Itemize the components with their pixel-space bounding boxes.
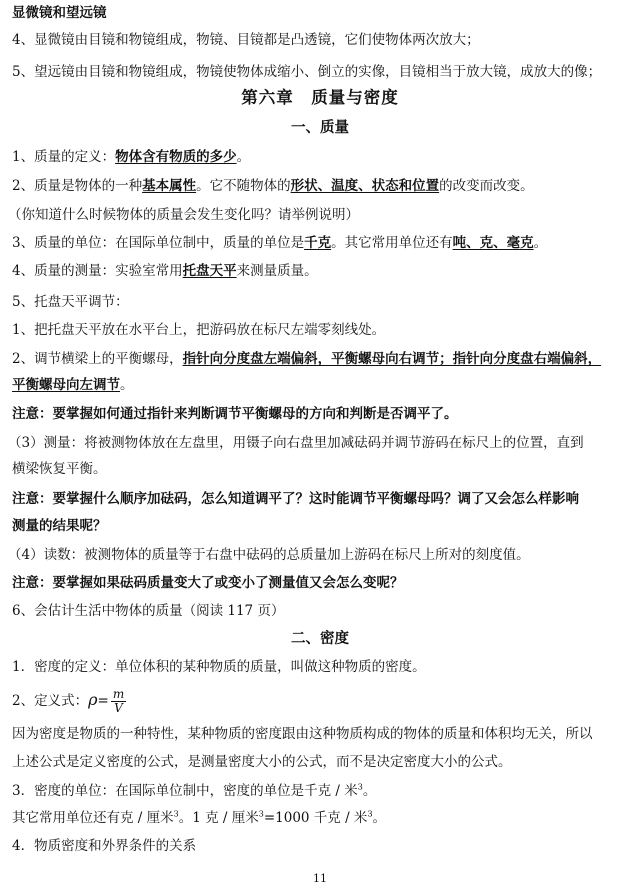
text: 2、调节横梁上的平衡螺母，	[12, 351, 183, 367]
key-term: 托盘天平	[182, 263, 237, 279]
paragraph-telescope: 5、望远镜由目镜和物镜组成，物镜使物体成缩小、倒立的实像，目镜相当于放大镜，成放大的像；	[12, 64, 602, 80]
note-weights-change: 注意：要掌握如果砝码质量变大了或变小了测量值又会怎么变呢？	[12, 575, 404, 591]
balance-title: 5、托盘天平调节：	[12, 294, 129, 310]
text: 的改变而改变。	[439, 178, 534, 194]
mass-question: （你知道什么时候物体的质量会发生变化吗？请举例说明）	[8, 207, 359, 223]
text: =1000 千克 / 米	[263, 810, 368, 826]
key-term: 千克	[304, 235, 332, 251]
density-relation: 4．物质密度和外界条件的关系	[12, 838, 197, 854]
fraction	[111, 688, 126, 715]
heading-microscope-telescope: 显微镜和望远镜	[12, 5, 107, 21]
measure-step-3-cont: 横梁恢复平衡。	[12, 461, 107, 477]
mass-property	[12, 176, 632, 196]
page-number: 11	[313, 872, 327, 885]
density-note-cont: 上述公式是定义密度的公式，是测量密度大小的公式，而不是决定密度大小的公式。	[12, 754, 512, 770]
text: 4、质量的测量：实验室常用	[12, 263, 183, 279]
equals-sign: =	[97, 693, 109, 709]
text: 。	[236, 149, 251, 165]
balance-step-1: 1、把托盘天平放在水平台上，把游码放在标尺左端零刻线处。	[12, 322, 386, 338]
text: 来测量质量。	[236, 263, 318, 279]
density-definition: 1．密度的定义：单位体积的某种物质的质量，叫做这种物质的密度。	[12, 659, 426, 675]
text: 1、质量的定义：	[12, 149, 116, 165]
rho-symbol: ρ	[88, 690, 98, 709]
reading-step-4: （4）读数：被测物体的质量等于右盘中砝码的总质量加上游码在标尺上所对的刻度值。	[8, 547, 530, 563]
density-unit	[12, 781, 632, 801]
density-formula	[12, 686, 632, 715]
text: 其它常用单位还有克 / 厘米	[12, 810, 174, 826]
superscript: 3	[367, 809, 373, 819]
density-note: 因为密度是物质的一种特性，某种物质的密度跟由这种物质构成的物体的质量和体积均无关，所以	[12, 726, 593, 742]
denominator: V	[114, 701, 123, 715]
text: 。其它常用单位还有	[331, 235, 453, 251]
note-pointer: 注意：要掌握如何通过指针来判断调节平衡螺母的方向和判断是否调平了。	[12, 406, 458, 422]
text: 。	[533, 235, 548, 251]
density-unit-other	[12, 808, 632, 828]
key-term: 指针向分度盘左端偏斜，平衡螺母向右调节；指针向分度盘右端偏斜，	[182, 351, 602, 367]
text: 2、质量是物体的一种	[12, 178, 143, 194]
balance-step-2	[12, 349, 632, 369]
text: 2、定义式：	[12, 693, 89, 709]
key-term: 平衡螺母向左调节	[12, 377, 120, 393]
balance-step-2-cont	[12, 375, 632, 395]
key-term: 形状、温度、状态和位置	[290, 178, 440, 194]
measure-step-3: （3）测量：将被测物体放在左盘里，用镊子向右盘里加减砝码并调节游码在标尺上的位置，直到	[8, 435, 584, 451]
text: 。	[362, 783, 377, 799]
text: 3、质量的单位：在国际单位制中，质量的单位是	[12, 235, 305, 251]
key-term: 吨、克、毫克	[452, 235, 534, 251]
section-title-density: 二、密度	[291, 630, 349, 647]
text: 3．密度的单位：在国际单位制中，密度的单位是千克 / 米	[12, 783, 358, 799]
section-title-mass: 一、质量	[291, 119, 349, 136]
mass-measurement	[12, 261, 632, 281]
key-term: 物体含有物质的多少	[115, 149, 237, 165]
text: 。1 克 / 厘米	[178, 810, 259, 826]
key-term: 基本属性	[142, 178, 197, 194]
estimate-mass: 6、会估计生活中物体的质量（阅读 117 页）	[12, 603, 285, 619]
note-weights: 注意：要掌握什么顺序加砝码，怎么知道调平了？这时能调节平衡螺母吗？调了又会怎么样影响	[12, 491, 579, 507]
text: 。它不随物体的	[196, 178, 291, 194]
mass-definition	[12, 147, 632, 167]
text: 。	[372, 810, 387, 826]
text: 。	[120, 377, 134, 393]
superscript: 3	[357, 782, 363, 792]
superscript: 3	[258, 809, 264, 819]
paragraph-microscope: 4、显微镜由目镜和物镜组成，物镜、目镜都是凸透镜，它们使物体两次放大；	[12, 32, 480, 48]
superscript: 3	[173, 809, 179, 819]
note-weights-cont: 测量的结果呢？	[12, 518, 107, 534]
chapter-title: 第六章 质量与密度	[241, 88, 399, 107]
mass-unit	[12, 233, 632, 253]
numerator: m	[112, 687, 125, 701]
